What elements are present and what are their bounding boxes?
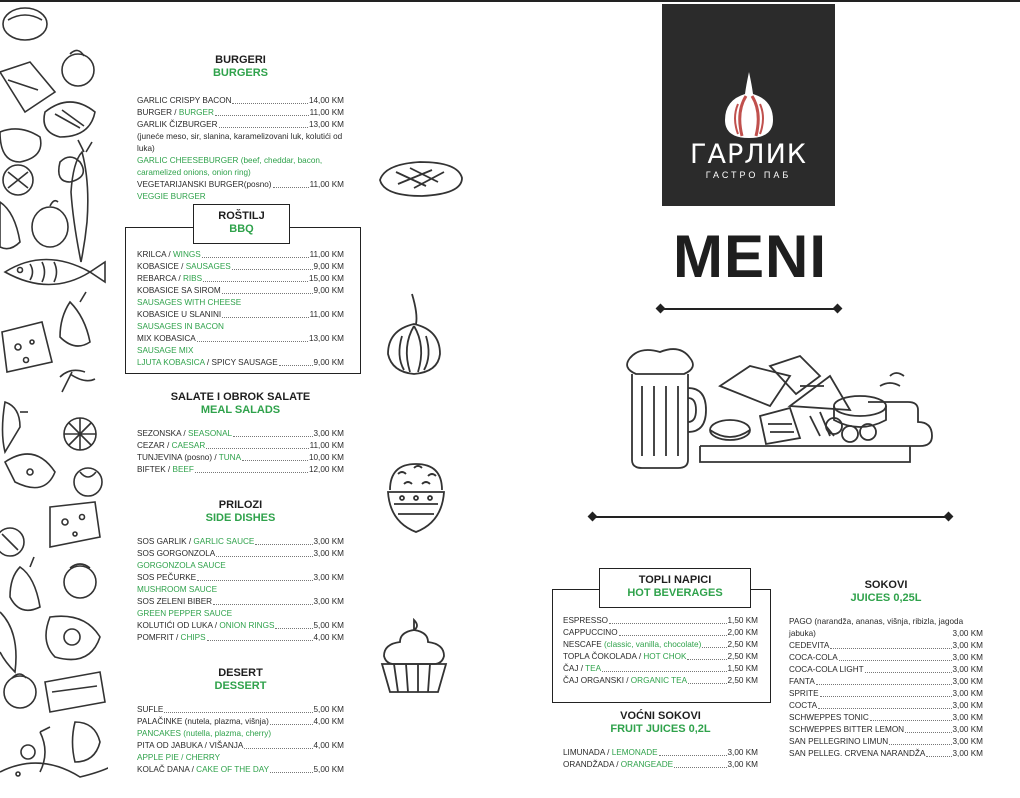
menu-item: ČAJ / TEA 1,50 KM [563, 664, 758, 673]
menu-item-note-en: SAUSAGES WITH CHEESE [137, 298, 242, 307]
section-salads [137, 391, 344, 476]
section-header [137, 54, 344, 80]
section-title-en: DESSERT [214, 680, 267, 692]
section-title-bs: PRILOZI [218, 499, 263, 511]
menu-item-note-en: PANCAKES (nutella, plazma, cherry) [137, 729, 272, 738]
menu-item: COCTA 3,00 KM [789, 701, 983, 710]
menu-item: CAPPUCCINO 2,00 KM [563, 628, 758, 637]
menu-item: PALAČINKE (nutela, plazma, višnja) 4,00 KM [137, 717, 344, 726]
garlic-sketch-icon [384, 292, 444, 376]
page-top-line [0, 0, 1020, 2]
food-doodle-strip [0, 2, 108, 793]
section-title-en: MEAL SALADS [200, 404, 281, 416]
salad-bowl-sketch-icon [384, 460, 448, 536]
section-header [137, 667, 344, 693]
menu-item-note-en: MUSHROOM SAUCE [137, 585, 218, 594]
menu-item: SCHWEPPES BITTER LEMON 3,00 KM [789, 725, 983, 734]
section-title-en: HOT BEVERAGES [627, 587, 723, 599]
section-title-bs: SOKOVI [864, 579, 908, 591]
menu-item: PAGO (narandža, ananas, višnja, ribizla, jagoda jabuka) 3,00 KM [789, 617, 983, 638]
menu-item: SAN PELLEG. CRVENA NARANDŽA 3,00 KM [789, 749, 983, 758]
section-fruit-juices [563, 710, 758, 771]
section-burgers [137, 54, 344, 203]
divider-ornament [588, 512, 598, 522]
menu-item: SEZONSKA / SEASONAL 3,00 KM [137, 429, 344, 438]
menu-item: KOBASICE U SLANINI 11,00 KM [137, 310, 344, 319]
menu-item: KRILCA / WINGS 11,00 KM [137, 250, 344, 259]
section-header [563, 710, 758, 736]
section-juices [789, 579, 983, 760]
section-hot-beverages [563, 615, 758, 687]
beer-and-platter-sketch-icon [620, 346, 936, 476]
menu-item: SOS PEČURKE 3,00 KM [137, 573, 344, 582]
divider-ornament [833, 304, 843, 314]
menu-item: POMFRIT / CHIPS 4,00 KM [137, 633, 344, 642]
menu-item-note-en: SAUSAGES IN BACON [137, 322, 224, 331]
menu-item: REBARCA / RIBS 15,00 KM [137, 274, 344, 283]
menu-item: GARLIK ČIZBURGER 13,00 KM [137, 120, 344, 129]
menu-item: TUNJEVINA (posno) / TUNA 10,00 KM [137, 453, 344, 462]
page-title: MENI [673, 223, 827, 290]
menu-item: LIMUNADA / LEMONADE 3,00 KM [563, 748, 758, 757]
menu-item: KOLAČ DANA / CAKE OF THE DAY 5,00 KM [137, 765, 344, 774]
bbq-title-box [193, 204, 290, 244]
menu-item-note: (juneće meso, sir, slanina, karamelizovani luk, kolutići od luka) [137, 132, 343, 153]
menu-item: COCA-COLA 3,00 KM [789, 653, 983, 662]
brand-logo [662, 4, 835, 206]
section-title-en: FRUIT JUICES 0,2L [610, 723, 711, 735]
menu-item: SAN PELLEGRINO LIMUN 3,00 KM [789, 737, 983, 746]
section-bbq [137, 249, 344, 369]
menu-item: SPRITE 3,00 KM [789, 689, 983, 698]
section-title-bs: ROŠTILJ [218, 210, 265, 222]
section-title-bs: VOĆNI SOKOVI [620, 710, 701, 722]
hot-beverages-title-box [599, 568, 751, 608]
menu-item-note-en: VEGGIE BURGER [137, 192, 206, 201]
brand-name: ГАРЛИК [690, 139, 807, 170]
section-title-bs: BURGERI [215, 54, 266, 66]
section-dessert [137, 667, 344, 776]
section-title-en: BBQ [229, 223, 254, 235]
section-title-en: JUICES 0,25L [850, 592, 922, 604]
section-sides [137, 499, 344, 644]
menu-item: ORANDŽADA / ORANGEADE 3,00 KM [563, 760, 758, 769]
section-title-en: BURGERS [212, 67, 268, 79]
menu-item: SUFLE 5,00 KM [137, 705, 344, 714]
menu-item-note-en: GREEN PEPPER SAUCE [137, 609, 233, 618]
divider-ornament [944, 512, 954, 522]
menu-item: KOBASICE / SAUSAGES 9,00 KM [137, 262, 344, 271]
menu-item: ČAJ ORGANSKI / ORGANIC TEA 2,50 KM [563, 676, 758, 685]
menu-item: TOPLA ČOKOLADA / HOT CHOK 2,50 KM [563, 652, 758, 661]
menu-item-note-en: SAUSAGE MIX [137, 346, 194, 355]
section-title-en: SIDE DISHES [205, 512, 276, 524]
menu-item: MIX KOBASICA 13,00 KM [137, 334, 344, 343]
divider-middle [594, 516, 949, 518]
cupcake-sketch-icon [378, 618, 450, 696]
divider-ornament [656, 304, 666, 314]
menu-item-note-en: GORGONZOLA SAUCE [137, 561, 226, 570]
menu-item: VEGETARIJANSKI BURGER(posno) 11,00 KM [137, 180, 344, 189]
menu-item: SOS GARLIK / GARLIC SAUCE 3,00 KM [137, 537, 344, 546]
menu-item: CEDEVITA 3,00 KM [789, 641, 983, 650]
menu-item: GARLIC CRISPY BACON 14,00 KM [137, 96, 344, 105]
menu-item: KOBASICE SA SIROM 9,00 KM [137, 286, 344, 295]
menu-item: FANTA 3,00 KM [789, 677, 983, 686]
menu-item: SOS GORGONZOLA 3,00 KM [137, 549, 344, 558]
menu-item: COCA-COLA LIGHT 3,00 KM [789, 665, 983, 674]
section-title-bs: TOPLI NAPICI [638, 574, 712, 586]
menu-item: KOLUTIĆI OD LUKA / ONION RINGS 5,00 KM [137, 621, 344, 630]
steak-sketch-icon [376, 158, 466, 200]
menu-item: BIFTEK / BEEF 12,00 KM [137, 465, 344, 474]
menu-item: LJUTA KOBASICA / SPICY SAUSAGE 9,00 KM [137, 358, 344, 367]
section-header [789, 579, 983, 605]
section-header [137, 391, 344, 417]
divider-top [662, 308, 838, 310]
menu-item-note-en: APPLE PIE / CHERRY [137, 753, 221, 762]
section-title-bs: SALATE I OBROK SALATE [170, 391, 311, 403]
menu-item: NESCAFE (classic, vanilla, chocolate) 2,50 KM [563, 640, 758, 649]
section-header [137, 499, 344, 525]
brand-subtitle: ГАСТРО ПАБ [705, 170, 792, 180]
menu-item: SOS ZELENI BIBER 3,00 KM [137, 597, 344, 606]
menu-item-note-en: GARLIC CHEESEBURGER (beef, cheddar, bacon, caramelized onions, onion ring) [137, 156, 323, 177]
garlic-logo-icon [718, 70, 780, 140]
menu-item: CEZAR / CAESAR 11,00 KM [137, 441, 344, 450]
menu-item: ESPRESSO 1,50 KM [563, 616, 758, 625]
menu-item: SCHWEPPES TONIC 3,00 KM [789, 713, 983, 722]
menu-item: BURGER / BURGER 11,00 KM [137, 108, 344, 117]
section-title-bs: DESERT [218, 667, 263, 679]
menu-item: PITA OD JABUKA / VIŠANJA 4,00 KM [137, 741, 344, 750]
